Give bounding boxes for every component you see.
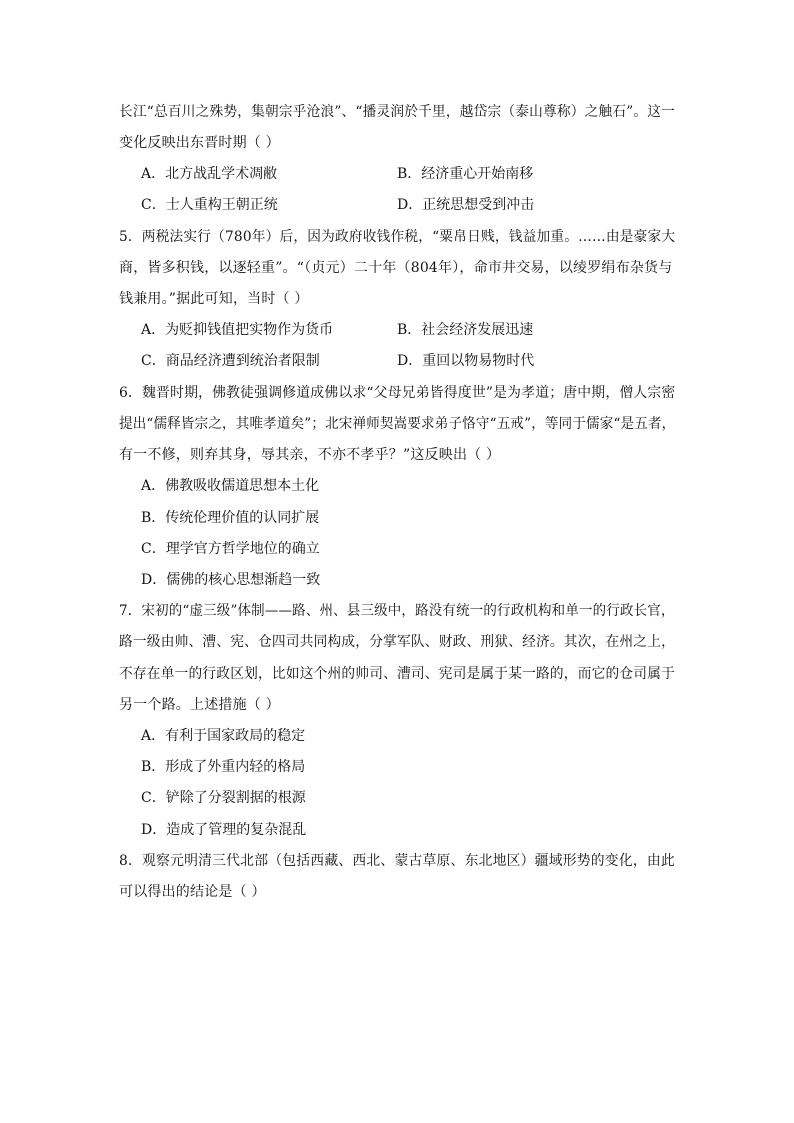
q4-option-d: D．正统思想受到冲击: [397, 197, 535, 213]
q6-stem-line-1: 6．魏晋时期，佛教徒强调修道成佛以求“父母兄弟皆得度世”是为孝道；唐中期，僧人宗密: [119, 385, 676, 401]
q7-option-c: C．铲除了分裂割据的根源: [141, 790, 306, 806]
q6-option-b: B．传统伦理价值的认同扩展: [141, 510, 320, 526]
q5-stem-line-2: 商，皆多积钱，以逐轻重”。“（贞元）二十年（804年），命市井交易，以绫罗绢布杂货与: [119, 260, 673, 276]
q4-option-b: B．经济重心开始南移: [397, 166, 534, 182]
q4-option-c: C．士人重构王朝正统: [141, 197, 278, 213]
q6-option-c: C．理学官方哲学地位的确立: [141, 541, 320, 557]
q7-stem-line-3: 不存在单一的行政区划，比如这个州的帅司、漕司、宪司是属于某一路的，而它的仓司属于: [119, 666, 676, 682]
q7-option-b: B．形成了外重内轻的格局: [141, 759, 306, 775]
q8-stem-line-2: 可以得出的结论是（ ）: [119, 884, 266, 900]
q5-option-c: C．商品经济遭到统治者限制: [141, 353, 320, 369]
q5-option-a: A．为贬抑钱值把实物作为货币: [141, 322, 334, 338]
q4-option-a: A．北方战乱学术凋敝: [141, 166, 278, 182]
q7-stem-line-1: 7．宋初的“虚三级”体制——路、州、县三级中，路没有统一的行政机构和单一的行政长官，: [119, 603, 675, 619]
q6-stem-line-3: 有一不修，则弃其身，辱其亲，不亦不孝乎？”这反映出（ ）: [119, 447, 501, 463]
q5-stem-line-3: 钱兼用。”据此可知，当时（ ）: [119, 291, 309, 307]
q8-stem-line-1: 8．观察元明清三代北部（包括西藏、西北、蒙古草原、东北地区）疆域形势的变化，由此: [119, 853, 675, 869]
q6-option-a: A．佛教吸收儒道思想本土化: [141, 478, 320, 494]
q5-option-d: D．重回以物易物时代: [397, 353, 535, 369]
q5-stem-line-1: 5．两税法实行（780年）后，因为政府收钱作税，“粟帛日贱，钱益加重。……由是豪家大: [119, 229, 676, 245]
q7-stem-line-2: 路一级由帅、漕、宪、仓四司共同构成，分掌军队、财政、刑狱、经济。其次，在州之上，: [119, 634, 676, 650]
q7-option-a: A．有利于国家政局的稳定: [141, 728, 306, 744]
q5-option-b: B．社会经济发展迅速: [397, 322, 534, 338]
q7-option-d: D．造成了管理的复杂混乱: [141, 822, 307, 838]
q6-stem-line-2: 提出“儒释皆宗之，其唯孝道矣”；北宋禅师契嵩要求弟子恪守“五戒”，等同于儒家“是五者，: [119, 416, 676, 432]
q6-option-d: D．儒佛的核心思想渐趋一致: [141, 572, 321, 588]
q4-stem-line-1: 长江“总百川之殊势，集朝宗乎沧浪”、“播灵润於千里，越岱宗（泰山尊称）之触石”。这一: [119, 104, 676, 120]
q4-stem-line-2: 变化反映出东晋时期（ ）: [119, 135, 280, 151]
q7-stem-line-4: 另一个路。上述措施（ ）: [119, 697, 280, 713]
